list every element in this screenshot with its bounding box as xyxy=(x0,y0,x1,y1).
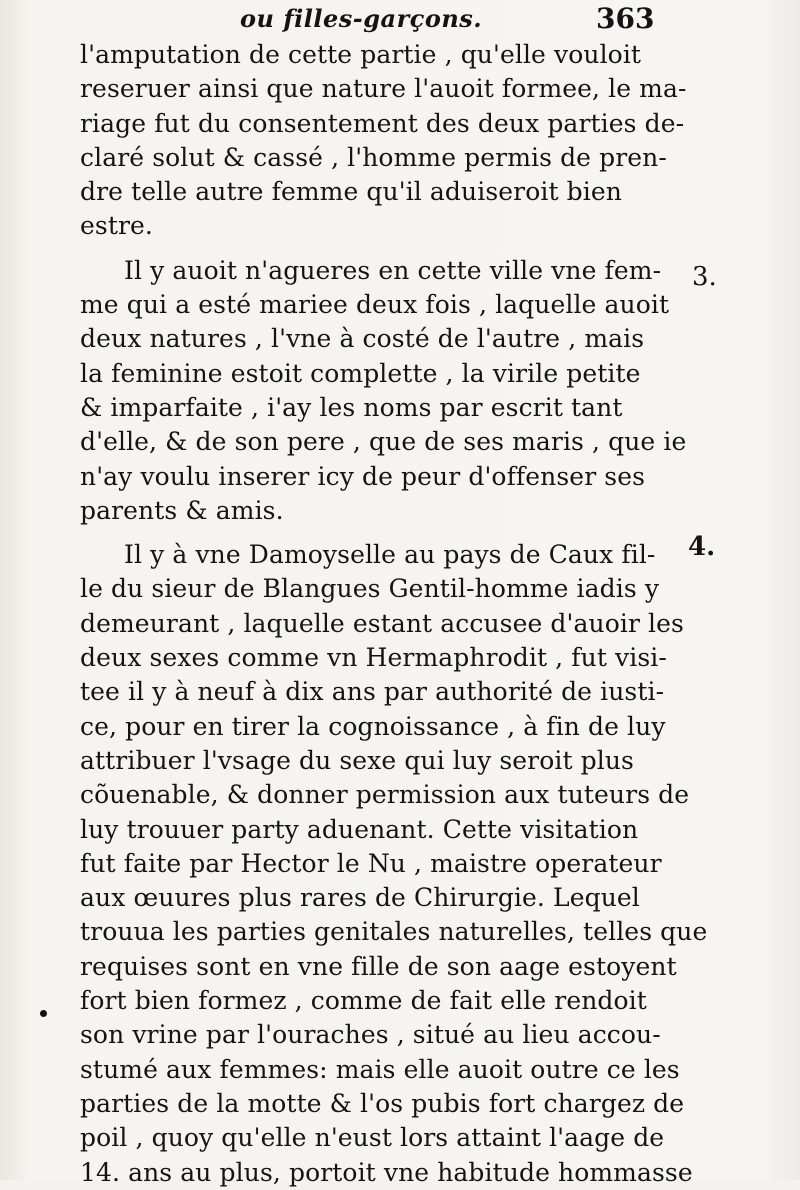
text-line: & imparfaite , i'ay les noms par escrit tant xyxy=(80,392,623,422)
text-line: ce, pour en tirer la cognoissance , à fin de luy xyxy=(80,711,666,741)
text-line: demeurant , laquelle estant accusee d'auoir les xyxy=(80,608,684,638)
text-line: claré solut & cassé , l'homme permis de pren- xyxy=(80,142,667,172)
text-line: fut faite par Hector le Nu , maistre operateur xyxy=(80,848,662,878)
text-line: l'amputation de cette partie , qu'elle vouloit xyxy=(80,40,642,69)
text-line: parents & amis. xyxy=(80,495,284,525)
text-line: stumé aux femmes: mais elle auoit outre ce les xyxy=(80,1054,680,1084)
text-line: deux sexes comme vn Hermaphrodit , fut visi- xyxy=(80,643,667,673)
text-line: riage fut du consentement des deux parties de- xyxy=(80,108,685,138)
paragraph-3 xyxy=(80,538,708,1190)
text-line: reseruer ainsi que nature l'auoit formee, le ma- xyxy=(80,74,687,104)
text-line: me qui a esté mariee deux fois , laquelle auoit xyxy=(80,290,670,320)
text-line: la feminine estoit complette , la virile petite xyxy=(80,358,641,388)
text-line: luy trouuer party aduenant. Cette visitation xyxy=(80,814,639,844)
text-line: dre telle autre femme qu'il aduiseroit bien xyxy=(80,177,622,207)
page-number: 363 xyxy=(596,2,655,35)
text-line: requises sont en vne fille de son aage estoyent xyxy=(80,951,677,981)
text-line: aux œuures plus rares de Chirurgie. Lequel xyxy=(80,883,640,913)
paragraph-gap xyxy=(80,244,660,254)
text-line: attribuer l'vsage du sexe qui luy seroit plus xyxy=(80,745,634,775)
body-text xyxy=(80,38,708,1190)
text-line: deux natures , l'vne à costé de l'autre , mais xyxy=(80,324,645,354)
paragraph-gap xyxy=(80,528,660,538)
text-line: poil , quoy qu'elle n'eust lors attaint l'aage de xyxy=(80,1123,665,1153)
text-line: fort bien formez , comme de fait elle rendoit xyxy=(80,986,647,1016)
text-line: tee il y à neuf à dix ans par authorité de iusti- xyxy=(80,677,665,707)
text-line: 14. ans au plus, portoit vne habitude hommasse xyxy=(80,1157,693,1187)
page-header xyxy=(0,0,800,42)
text-line: parties de la motte & l'os pubis fort chargez de xyxy=(80,1088,685,1118)
text-line: d'elle, & de son pere , que de ses maris , que ie xyxy=(80,427,687,457)
paragraph-2 xyxy=(80,254,687,528)
margin-dot xyxy=(40,1010,47,1017)
margin-note-3: 3. xyxy=(692,262,717,292)
text-line: son vrine par l'ouraches , situé au lieu accou- xyxy=(80,1020,661,1050)
paragraph-1 xyxy=(80,38,687,244)
text-line: n'ay voulu inserer icy de peur d'offenser ses xyxy=(80,461,646,491)
text-line: le du sieur de Blangues Gentil-homme iadis y xyxy=(80,574,660,604)
text-line: Il y auoit n'agueres en cette ville vne fem- xyxy=(124,255,662,285)
text-line: Il y à vne Damoyselle au pays de Caux fil- xyxy=(124,540,656,570)
text-line: trouua les parties genitales naturelles, telles que xyxy=(80,917,708,947)
text-line: estre. xyxy=(80,211,153,241)
running-head: ou filles-garçons. xyxy=(240,4,483,33)
margin-note-4: 4. xyxy=(688,532,716,562)
text-line: cõuenable, & donner permission aux tuteurs de xyxy=(80,780,690,810)
